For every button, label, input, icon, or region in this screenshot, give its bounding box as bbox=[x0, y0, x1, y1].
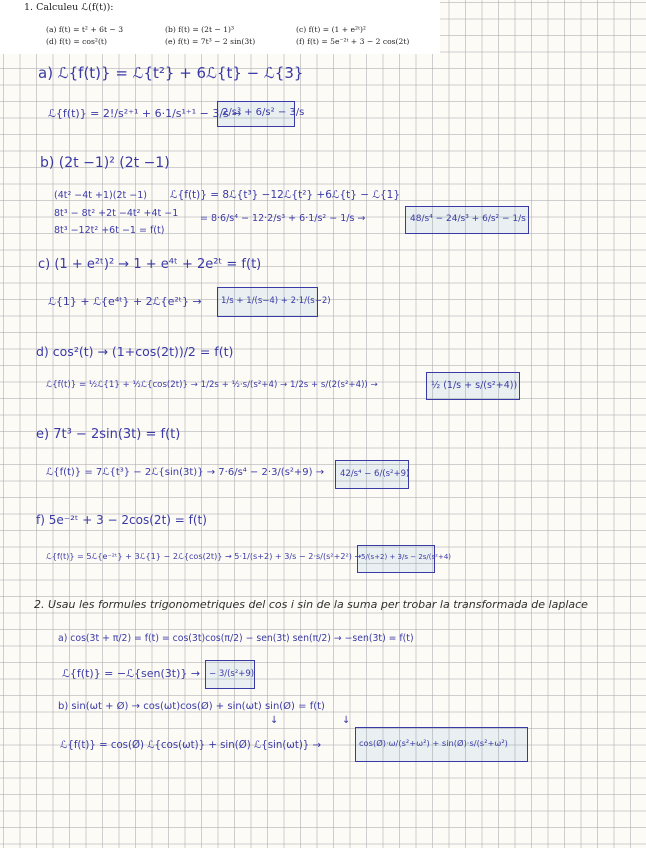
work-a-line-1: a) ℒ{f(t)} = ℒ{t²} + 6ℒ{t} − ℒ{3} bbox=[38, 64, 304, 82]
work-a-line-2: ℒ{f(t)} = 2!/s²⁺¹ + 6·1/s¹⁺¹ − 3/s → bbox=[48, 107, 242, 120]
answer-box-c bbox=[217, 287, 331, 317]
arrow-down-icon: ↓ bbox=[342, 715, 351, 726]
answer-box-f bbox=[357, 545, 452, 573]
exercise-f: (f) f(t) = 5e⁻²ᵗ + 3 − 2 cos(2t) bbox=[296, 37, 410, 46]
arrow-down-icon: ↓ bbox=[270, 715, 279, 726]
work-b-line-1: b) (2t −1)² (2t −1) bbox=[40, 155, 170, 171]
work-d-line-2: ℒ{f(t)} = ½ℒ{1} + ½ℒ{cos(2t)} → 1/2s + ½·s/(s²+4) → 1/2s + s/(2(s²+4)) → bbox=[46, 380, 378, 390]
work-b-line-3: 8t³ − 8t² +2t −4t² +4t −1 bbox=[54, 208, 179, 219]
work-b-line-4: 8t³ −12t² +6t −1 = f(t) bbox=[54, 225, 165, 236]
exercise-c: (c) f(t) = (1 + e²ᵗ)² bbox=[296, 25, 366, 34]
work-c-line-2: ℒ{1} + ℒ{e⁴ᵗ} + 2ℒ{e²ᵗ} → bbox=[48, 295, 202, 308]
work-2b-line-2: ℒ{f(t)} = cos(Ø) ℒ{cos(ωt)} + sin(Ø) ℒ{sin(ωt)} → bbox=[60, 740, 322, 751]
answer-2a: − 3/(s²+9) bbox=[209, 669, 255, 679]
exercise-e: (e) f(t) = 7t³ − 2 sin(3t) bbox=[165, 37, 256, 46]
answer-box-d bbox=[426, 372, 520, 400]
answer-box-2a bbox=[205, 660, 255, 689]
work-e-line-2: ℒ{f(t)} = 7ℒ{t³} − 2ℒ{sin(3t)} → 7·6/s⁴ − 2·3/(s²+9) → bbox=[46, 467, 325, 478]
answer-box-e bbox=[335, 460, 409, 489]
work-2a-line-1: a) cos(3t + π/2) = f(t) = cos(3t)cos(π/2) − sen(3t) sen(π/2) → −sen(3t) = f(t) bbox=[58, 633, 414, 644]
answer-box-b bbox=[405, 206, 529, 234]
work-f-line-1: f) 5e⁻²ᵗ + 3 − 2cos(2t) = f(t) bbox=[36, 513, 207, 527]
exercise-a: (a) f(t) = t² + 6t − 3 bbox=[46, 25, 124, 34]
work-b-line-2: (4t² −4t +1)(2t −1) bbox=[54, 190, 147, 201]
work-e-line-1: e) 7t³ − 2sin(3t) = f(t) bbox=[36, 427, 181, 442]
answer-box-2b bbox=[355, 727, 528, 762]
answer-d: ½ (1/s + s/(s²+4)) bbox=[431, 380, 518, 391]
answer-a: 2/s³ + 6/s² − 3/s bbox=[222, 107, 305, 118]
answer-box-a bbox=[217, 101, 305, 127]
answer-e: 42/s⁴ − 6/(s²+9) bbox=[340, 469, 410, 479]
question-1-title: 1. Calculeu ℒ(f(t)): bbox=[24, 2, 114, 13]
answer-c: 1/s + 1/(s−4) + 2·1/(s−2) bbox=[221, 296, 331, 306]
work-2a-line-2: ℒ{f(t)} = −ℒ{sen(3t)} → bbox=[62, 667, 201, 680]
answer-f: 5/(s+2) + 3/s − 2s/(s²+4) bbox=[361, 553, 452, 561]
answer-2b: cos(Ø)·ω/(s²+ω²) + sin(Ø)·s/(s²+ω²) bbox=[359, 738, 508, 748]
work-f-line-2: ℒ{f(t)} = 5ℒ{e⁻²ᵗ} + 3ℒ{1} − 2ℒ{cos(2t)} → 5·1/(s+2) + 3/s − 2·s/(s²+2²) → bbox=[46, 551, 362, 561]
exercise-d: (d) f(t) = cos²(t) bbox=[46, 37, 107, 46]
question-2-title: 2. Usau les formules trigonometriques del cos i sin de la suma per trobar la transformada de laplace bbox=[34, 598, 588, 611]
work-b-line-6: = 8·6/s⁴ − 12·2/s³ + 6·1/s² − 1/s → bbox=[200, 213, 366, 224]
work-c-line-1: c) (1 + e²ᵗ)² → 1 + e⁴ᵗ + 2e²ᵗ = f(t) bbox=[38, 257, 262, 272]
answer-b: 48/s⁴ − 24/s³ + 6/s² − 1/s bbox=[410, 214, 526, 224]
work-b-line-5: ℒ{f(t)} = 8ℒ{t³} −12ℒ{t²} +6ℒ{t} − ℒ{1} bbox=[170, 189, 401, 201]
work-d-line-1: d) cos²(t) → (1+cos(2t))/2 = f(t) bbox=[36, 344, 234, 359]
work-2b-line-1: b) sin(ωt + Ø) → cos(ωt)cos(Ø) + sin(ωt) sin(Ø) = f(t) bbox=[58, 701, 325, 712]
exercise-header bbox=[0, 0, 440, 54]
exercise-b: (b) f(t) = (2t − 1)³ bbox=[165, 25, 235, 34]
